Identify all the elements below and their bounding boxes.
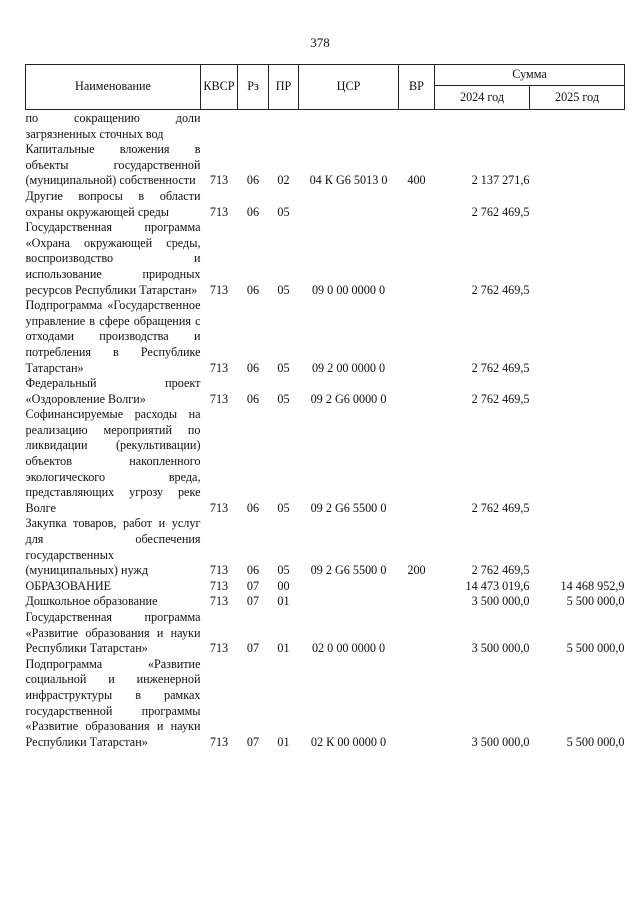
- header-year-2025: 2025 год: [530, 86, 625, 110]
- cell-csr: 02 0 00 0000 0: [311, 641, 386, 656]
- cell-name: Федеральный проект «Оздоровление Волги»: [25, 376, 201, 406]
- table-row: [26, 516, 625, 578]
- cell-name: Подпрограмма «Развитие социальной и инженерной инфраструктуры в рамках государственной программы «Развитие образования и науки Республики Татарстан»: [25, 656, 201, 749]
- cell-rz: 06: [246, 500, 260, 515]
- cell-vr: [399, 189, 435, 220]
- cell-y2: [530, 142, 625, 189]
- cell-name: Подпрограмма «Государственное управление в сфере обращения с отходами производства и потребления в Республике Татарстан»: [25, 298, 201, 375]
- cell-vr: 200: [407, 563, 426, 578]
- cell-kvsr: 713: [209, 641, 229, 656]
- cell-kvsr: 713: [209, 500, 229, 515]
- cell-y1: 2 762 469,5: [471, 563, 530, 578]
- cell-vr: [399, 579, 435, 595]
- cell-kvsr: 713: [209, 594, 229, 609]
- page-number: 378: [310, 35, 330, 50]
- cell-csr: [299, 189, 399, 220]
- cell-y1: 14 473 019,6: [465, 578, 530, 593]
- cell-kvsr: 713: [209, 578, 229, 593]
- cell-kvsr: [201, 110, 238, 143]
- cell-name: Государственная программа «Охрана окружающей среды, воспроизводство и использование природных ресурсов Республики Татарстан»: [25, 220, 201, 297]
- cell-rz: 06: [246, 563, 260, 578]
- cell-vr: 400: [407, 173, 426, 188]
- cell-vr: [399, 594, 435, 610]
- cell-name: ОБРАЗОВАНИЕ: [25, 578, 112, 593]
- table-row: [26, 110, 625, 143]
- cell-y1: 2 762 469,5: [471, 391, 530, 406]
- cell-pr: 01: [277, 734, 290, 749]
- cell-pr: 00: [277, 578, 290, 593]
- cell-name: Дошкольное образование: [25, 594, 158, 609]
- cell-rz: 06: [246, 360, 260, 375]
- cell-y1: 3 500 000,0: [471, 734, 530, 749]
- header-csr: ЦСР: [299, 65, 399, 110]
- cell-name: Другие вопросы в области охраны окружающей среды: [25, 188, 201, 219]
- cell-y2: 14 468 952,9: [560, 578, 625, 593]
- cell-rz: [238, 110, 269, 143]
- cell-y2: [530, 516, 625, 578]
- cell-kvsr: 713: [209, 282, 229, 297]
- cell-y2: [530, 298, 625, 376]
- cell-csr: [299, 594, 399, 610]
- cell-pr: 05: [277, 360, 290, 375]
- cell-y1: [435, 110, 530, 143]
- header-pr: ПР: [269, 65, 299, 110]
- cell-kvsr: 713: [209, 391, 229, 406]
- cell-pr: 05: [277, 204, 290, 219]
- cell-y2: 5 500 000,0: [566, 734, 625, 749]
- cell-csr: 04 К G6 5013 0: [309, 173, 388, 188]
- cell-csr: 02 К 00 0000 0: [310, 734, 387, 749]
- cell-kvsr: 713: [209, 173, 229, 188]
- cell-rz: 07: [246, 594, 260, 609]
- header-name: Наименование: [26, 65, 201, 110]
- cell-pr: 05: [277, 282, 290, 297]
- cell-y1: 3 500 000,0: [471, 641, 530, 656]
- table-row: [26, 594, 625, 610]
- cell-pr: 01: [277, 594, 290, 609]
- budget-table: [25, 64, 625, 750]
- cell-rz: 07: [246, 734, 260, 749]
- cell-rz: 07: [246, 641, 260, 656]
- cell-vr: [399, 610, 435, 657]
- cell-rz: 06: [246, 204, 260, 219]
- header-rz: Рз: [238, 65, 269, 110]
- cell-y1: 3 500 000,0: [471, 594, 530, 609]
- table-row: [26, 657, 625, 751]
- cell-csr: [299, 579, 399, 595]
- cell-name: Закупка товаров, работ и услуг для обеспечения государственных (муниципальных) нужд: [25, 516, 201, 578]
- cell-pr: 05: [277, 500, 290, 515]
- cell-csr: [299, 110, 399, 143]
- header-sum: Сумма: [435, 65, 625, 86]
- cell-rz: 07: [246, 578, 260, 593]
- cell-name: Капитальные вложения в объекты государственной (муниципальной) собственности: [25, 142, 201, 188]
- cell-csr: 09 2 G6 5500 0: [310, 563, 387, 578]
- cell-pr: [269, 110, 299, 143]
- cell-pr: 02: [277, 173, 290, 188]
- cell-kvsr: 713: [209, 204, 229, 219]
- table-body: [26, 110, 625, 751]
- cell-pr: 05: [277, 563, 290, 578]
- table-row: [26, 579, 625, 595]
- cell-csr: 09 0 00 0000 0: [311, 282, 386, 297]
- cell-y1: 2 762 469,5: [471, 282, 530, 297]
- cell-vr: [399, 298, 435, 376]
- cell-kvsr: 713: [209, 734, 229, 749]
- cell-csr: 09 2 G6 0000 0: [310, 391, 387, 406]
- cell-kvsr: 713: [209, 563, 229, 578]
- cell-vr: [399, 220, 435, 298]
- header-year-2024: 2024 год: [435, 86, 530, 110]
- cell-y2: [530, 376, 625, 407]
- table-row: [26, 610, 625, 657]
- cell-y2: [530, 110, 625, 143]
- table-row: [26, 298, 625, 376]
- cell-csr: 09 2 00 0000 0: [311, 360, 386, 375]
- cell-y2: 5 500 000,0: [566, 594, 625, 609]
- table-row: [26, 376, 625, 407]
- cell-pr: 01: [277, 641, 290, 656]
- cell-kvsr: 713: [209, 360, 229, 375]
- cell-y1: 2 762 469,5: [471, 360, 530, 375]
- cell-csr: 09 2 G6 5500 0: [310, 500, 387, 515]
- cell-y1: 2 762 469,5: [471, 204, 530, 219]
- cell-y2: [530, 220, 625, 298]
- header-kvsr: КВСР: [201, 65, 238, 110]
- cell-vr: [399, 110, 435, 143]
- cell-vr: [399, 657, 435, 751]
- cell-y1: 2 762 469,5: [471, 500, 530, 515]
- cell-vr: [399, 407, 435, 516]
- cell-rz: 06: [246, 282, 260, 297]
- cell-y1: 2 137 271,6: [471, 173, 530, 188]
- cell-name: Софинансируемые расходы на реализацию мероприятий по ликвидации (рекультивации) объектов накопленного экологического вреда, представляющих угрозу реке Волге: [25, 407, 201, 515]
- header-vr: ВР: [399, 65, 435, 110]
- cell-name: по сокращению доли загрязненных сточных вод: [25, 111, 201, 141]
- cell-rz: 06: [246, 173, 260, 188]
- table-row: [26, 407, 625, 516]
- cell-vr: [399, 376, 435, 407]
- table-row: [26, 220, 625, 298]
- cell-y2: [530, 189, 625, 220]
- cell-rz: 06: [246, 391, 260, 406]
- table-row: [26, 142, 625, 189]
- cell-y2: 5 500 000,0: [566, 641, 625, 656]
- cell-y2: [530, 407, 625, 516]
- table-row: [26, 189, 625, 220]
- cell-name: Государственная программа «Развитие образования и науки Республики Татарстан»: [25, 610, 201, 656]
- cell-pr: 05: [277, 391, 290, 406]
